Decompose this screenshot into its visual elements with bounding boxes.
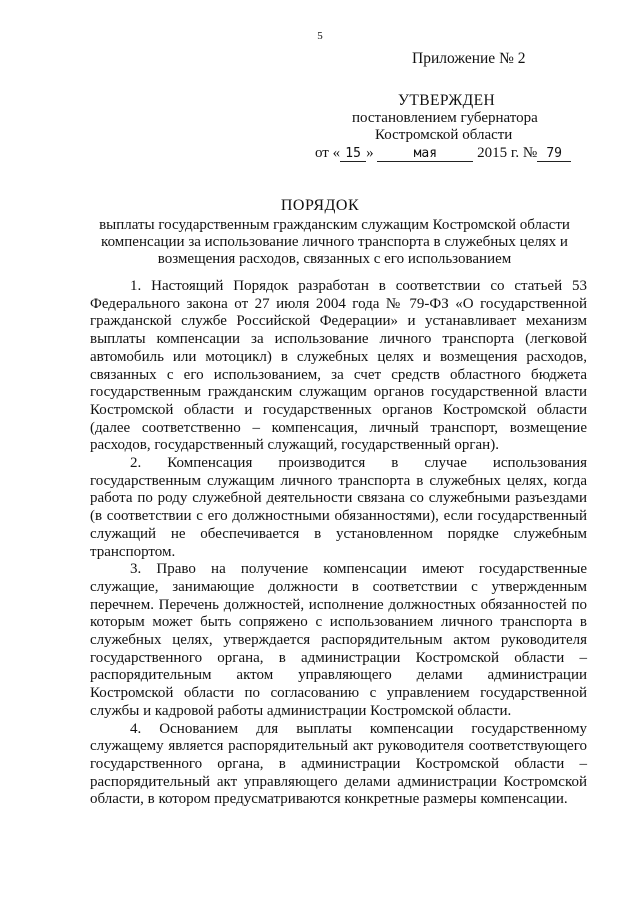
appendix-label: Приложение № 2 (412, 50, 526, 67)
date-quote-close: » (366, 145, 374, 161)
paragraph-1: 1. Настоящий Порядок разработан в соответствии со статьей 53 Федерального закона от 27 июля 2004 года № 79-ФЗ «О государственной гражданской службе Российской Федерации» и устанавливает механизм выплаты компенсации за использование личного транспорта (легковой автомобиль или мотоцикл) в служебных целях и возмещения расходов, связанных с его использованием, за счет средств областного бюджета государственным гражданским служащим органов государственной власти Костромской области и государственных органов Костромской области (далее соответственно – компенсация, личный транспорт, возмещение расходов, государственный служащий, государственный орган). (90, 278, 587, 454)
paragraph-4: 4. Основанием для выплаты компенсации государственному служащему является распорядительный акт руководителя соответствующего государственного органа, в администрации Костромской области – распорядительный акт управляющего делами администрации Костромской области, в котором предусматриваются конкретные размеры компенсации. (90, 720, 587, 808)
approval-date-line (315, 145, 571, 162)
document-body (90, 278, 587, 809)
date-prefix: от « (315, 145, 341, 161)
document-title: ПОРЯДОК (280, 197, 360, 214)
approval-line-2: Костромской области (375, 127, 513, 143)
date-year: 2015 г. № (477, 145, 538, 161)
paragraph-2: 2. Компенсация производится в случае использования государственным служащим личного транспорта в служебных целях, когда работа по роду служебной деятельности связана со служебными разъездами (в соответствии с его должностными обязанностями), если государственный служащий не обеспечивается в установленном порядке служебным транспортом. (90, 455, 587, 560)
document-subtitle: выплаты государственным гражданским служащим Костромской области компенсации за использование личного транспорта в служебных целях и возмещения расходов, связанных с его использованием (99, 217, 570, 267)
decree-number: 79 (537, 146, 571, 162)
date-day: 15 (340, 146, 366, 162)
date-month: мая (377, 146, 473, 162)
approval-line-1: постановлением губернатора (352, 110, 538, 126)
paragraph-3: 3. Право на получение компенсации имеют государственные служащие, занимающие должности в соответствии с утвержденным перечнем. Перечень должностей, исполнение должностных обязанностей по которым может быть сопряжено с использованием личного транспорта в служебных целях, утверждается распорядительным актом руководителя государственного органа, в администрации Костромской области – распорядительным актом управляющего делами администрации Костромской области по согласованию с управлением государственной службы и кадровой работы администрации Костромской области. (90, 561, 587, 719)
page-number: 5 (317, 30, 323, 42)
approval-heading: УТВЕРЖДЕН (398, 92, 496, 109)
